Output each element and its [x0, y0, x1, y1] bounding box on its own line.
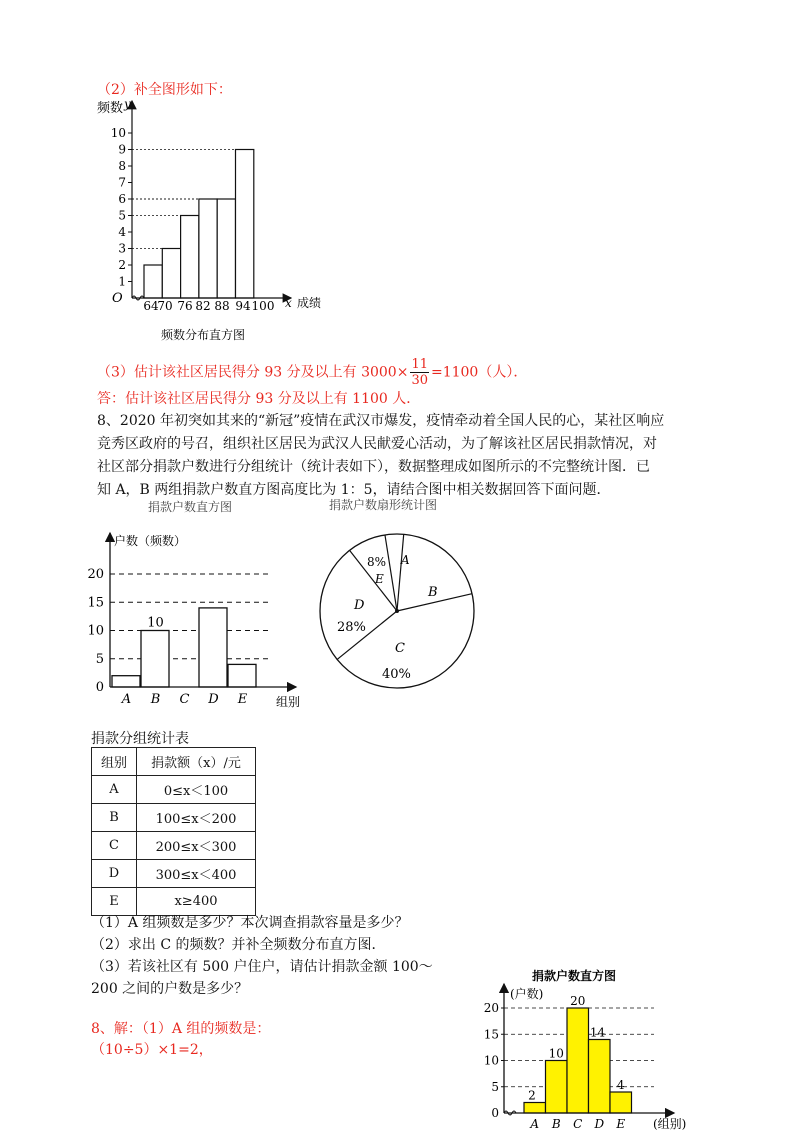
table-caption: 捐款分组统计表 — [91, 731, 189, 747]
y-tick-label: 20 — [87, 567, 104, 582]
donation-pie — [315, 495, 480, 715]
histogram-bar — [610, 1092, 632, 1113]
histogram-bar — [546, 1061, 568, 1114]
table-header-group: 组别 — [92, 748, 137, 776]
chart2-title: 捐款户数直方图 — [148, 500, 233, 514]
y-tick-label: 4 — [118, 225, 126, 239]
x-tick-label: 94 — [235, 299, 251, 313]
histogram-bar — [162, 249, 180, 299]
histogram-bar — [144, 265, 162, 298]
table-cell-group: E — [92, 888, 137, 916]
table-cell-range: 100≤x＜200 — [137, 804, 256, 832]
y-tick-label: 0 — [491, 1106, 499, 1120]
x-tick-label: 76 — [177, 299, 193, 313]
histogram-bar — [589, 1040, 611, 1114]
y-axis-label: 频数 — [97, 101, 124, 116]
y-tick-label: 5 — [118, 208, 126, 223]
completed-histogram — [478, 966, 700, 1132]
section2-heading: （2）补全图形如下： — [97, 82, 232, 98]
question-line: （2）求出 C 的频数？并补全频数分布直方图． — [91, 937, 386, 953]
table-cell-range: x≥400 — [137, 888, 256, 916]
histogram-bar — [524, 1103, 546, 1114]
histogram-bar — [228, 664, 256, 687]
pie-label-c: C — [395, 641, 405, 656]
x-tick-label: 64 — [143, 299, 159, 313]
table-cell-group: A — [92, 776, 137, 804]
x-tick-label: A — [530, 1117, 540, 1131]
histogram-bar — [199, 608, 227, 687]
pie-pct-e: 8% — [367, 555, 387, 569]
questions — [91, 912, 433, 1000]
problem8-line: 社区部分捐款户数进行分组统计（统计表如下），数据整理成如图所示的不完整统计图．已 — [97, 459, 650, 475]
x-tick-label: 100 — [251, 299, 275, 313]
pie-pct-c: 40% — [382, 667, 411, 682]
x-tick-label: A — [121, 692, 132, 707]
histogram-bar — [199, 199, 217, 298]
y-tick-label: 2 — [118, 258, 126, 272]
chart1-caption: 频数分布直方图 — [161, 328, 246, 342]
x-tick-label: D — [208, 692, 219, 707]
pie-label-e: E — [375, 572, 384, 586]
question-line: 200 之间的户数是多少？ — [91, 981, 249, 997]
y-tick-label: 3 — [118, 241, 126, 256]
y-tick-label: 10 — [483, 1053, 499, 1068]
pie-title: 捐款户数扇形统计图 — [329, 498, 438, 512]
table-cell-range: 300≤x＜400 — [137, 860, 256, 888]
pie-label-d: D — [354, 598, 365, 613]
fraction-numerator: 11 — [411, 357, 428, 372]
y-axis-label: 户数（频数） — [114, 534, 187, 548]
x-tick-label: 70 — [157, 299, 173, 313]
histogram-bar — [217, 199, 235, 298]
table-cell-group: B — [92, 804, 137, 832]
y-tick-label: 8 — [118, 159, 126, 173]
donation-table — [91, 747, 256, 916]
x-tick-label: C — [179, 692, 190, 707]
histogram-bar — [567, 1008, 589, 1113]
y-tick-label: 6 — [118, 192, 126, 206]
y-tick-label: 10 — [87, 623, 104, 639]
question-line: （3）若该社区有 500 户住户，请估计捐款金额 100～ — [91, 959, 433, 975]
table-header-row — [92, 748, 256, 776]
y-tick-label: 15 — [87, 595, 104, 611]
histogram-bar — [112, 676, 140, 687]
pie-center — [395, 609, 399, 613]
x-tick-label: C — [573, 1117, 583, 1131]
histogram-bar — [141, 631, 169, 688]
y-tick-label: 20 — [483, 1001, 499, 1015]
question-line: （1）A 组频数是多少？本次调查捐款容量是多少？ — [91, 915, 409, 931]
x-axis-label: (组别) — [653, 1117, 687, 1131]
section3-answer: 答：估计该社区居民得分 93 分及以上有 1100 人． — [97, 391, 421, 407]
x-tick-label: B — [551, 1117, 561, 1131]
bar-data-label: 2 — [528, 1088, 536, 1103]
section3-line — [97, 357, 527, 388]
y-tick-label: 15 — [483, 1027, 499, 1042]
problem8-text — [97, 410, 664, 502]
x-axis-var: x — [285, 296, 292, 310]
x-tick-label: E — [237, 692, 248, 707]
chart3-title: 捐款户数直方图 — [532, 969, 617, 983]
y-tick-label: 1 — [118, 274, 126, 289]
problem8-line: 8、2020 年初突如其来的“新冠”疫情在武汉市爆发，疫情牵动着全国人民的心，某社区响应 — [97, 413, 665, 429]
y-tick-label: 5 — [491, 1079, 499, 1094]
bar-data-label: 10 — [548, 1046, 564, 1061]
table-header-amount: 捐款额（x）/元 — [137, 748, 256, 776]
y-axis-label: (户数) — [510, 987, 544, 1001]
pie-pct-d: 28% — [337, 620, 366, 635]
table-row — [92, 804, 256, 832]
y-axis-var: y — [124, 97, 131, 111]
solution-line: （10÷5）×1=2， — [91, 1042, 213, 1058]
fraction — [410, 357, 429, 388]
histogram-bar — [236, 150, 254, 299]
x-axis-label: 成绩 — [297, 296, 322, 310]
x-tick-label: D — [594, 1117, 605, 1131]
y-tick-label: 9 — [118, 142, 126, 157]
problem8-line: 竞秀区政府的号召，组织社区居民为武汉人民献爱心活动，为了解该社区居民捐款情况，对 — [97, 436, 657, 452]
bar-data-label: 4 — [616, 1078, 625, 1092]
pie-label-b: B — [428, 585, 438, 600]
bar-data-label: 10 — [147, 615, 164, 631]
x-tick-label: 88 — [214, 299, 230, 313]
y-tick-label: 0 — [95, 680, 104, 695]
score-histogram — [95, 95, 355, 350]
bar-data-label: 14 — [589, 1025, 606, 1040]
bar-data-label: 20 — [570, 994, 586, 1008]
donation-histogram — [87, 495, 320, 715]
table-cell-range: 0≤x＜100 — [137, 776, 256, 804]
table-cell-group: C — [92, 832, 137, 860]
fraction-denominator: 30 — [411, 373, 428, 388]
origin-label: O — [112, 291, 123, 306]
section3-prefix: （3）估计该社区居民得分 93 分及以上有 3000× — [97, 364, 409, 381]
y-tick-label: 7 — [118, 175, 126, 190]
x-tick-label: E — [616, 1117, 626, 1131]
problem8-line: 知 A，B 两组捐款户数直方图高度比为 1：5，请结合图中相关数据回答下面问题． — [97, 482, 611, 498]
table-cell-range: 200≤x＜300 — [137, 832, 256, 860]
histogram-bar — [181, 216, 199, 299]
x-tick-label: 82 — [195, 299, 211, 313]
pie-label-a: A — [401, 553, 410, 567]
table-cell-group: D — [92, 860, 137, 888]
y-tick-label: 5 — [95, 651, 104, 667]
x-axis-label: 组别 — [276, 695, 301, 709]
table-row — [92, 776, 256, 804]
table-row — [92, 832, 256, 860]
section3-suffix: =1100（人）． — [430, 364, 528, 381]
table-row — [92, 860, 256, 888]
solution-line: 8、解：（1）A 组的频数是： — [91, 1021, 271, 1037]
y-tick-label: 10 — [110, 126, 126, 140]
x-tick-label: B — [150, 692, 161, 707]
